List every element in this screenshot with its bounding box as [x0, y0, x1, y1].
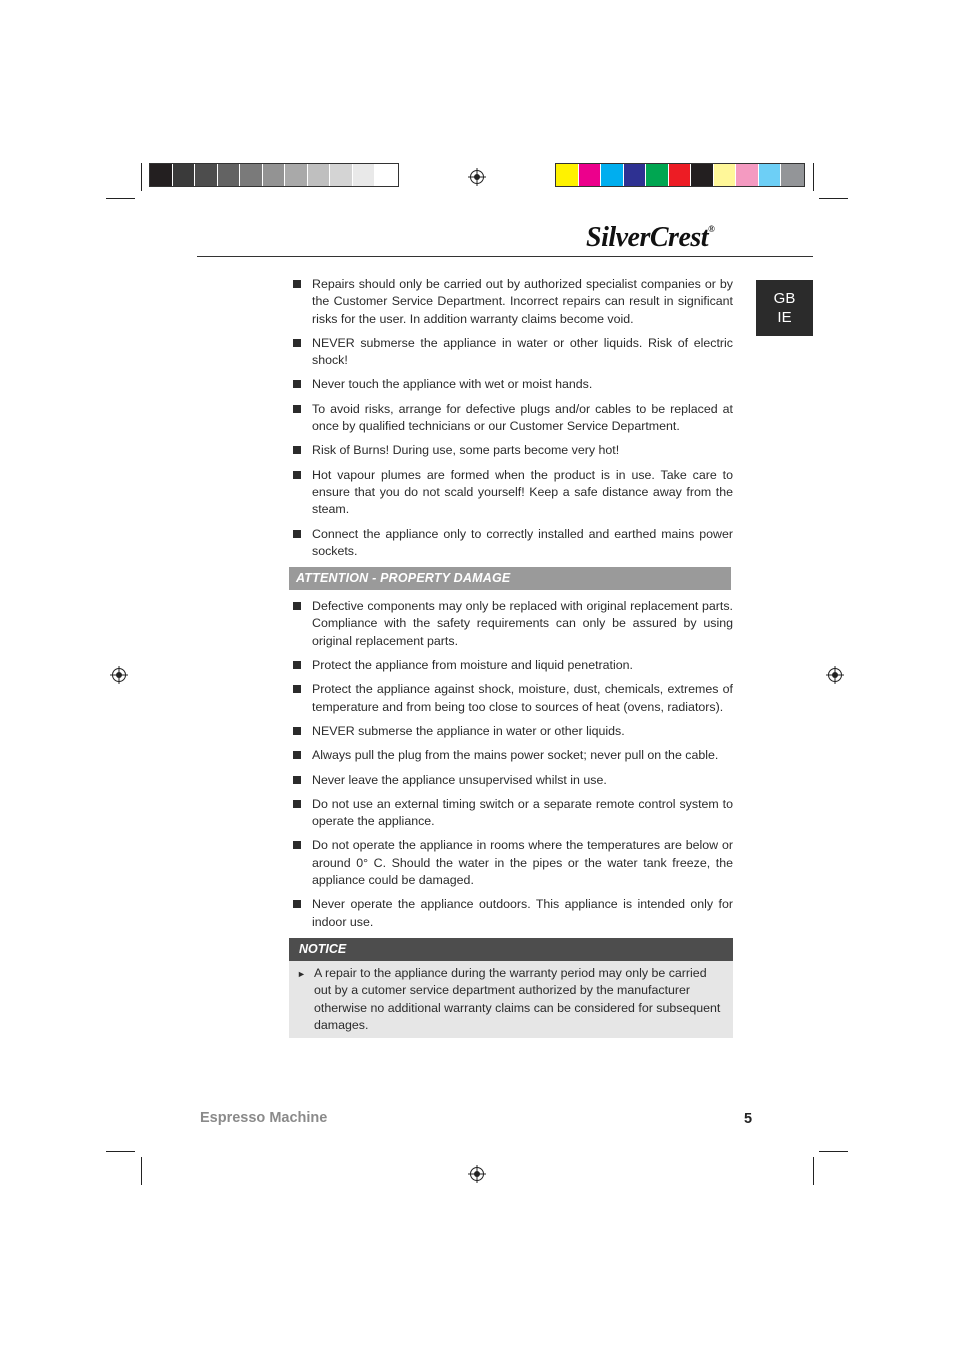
- list-item: [289, 335, 733, 370]
- attention-heading: ATTENTION - PROPERTY DAMAGE: [289, 567, 731, 590]
- list-item-text: Never operate the appliance outdoors. This appliance is intended only for indoor use.: [312, 897, 733, 929]
- color-swatch: [218, 164, 241, 186]
- brand-logo: SilverCrest®: [586, 222, 715, 253]
- list-item-text: Repairs should only be carried out by authorized specialist companies or by the Customer Service Department. Incorrect repairs can result in significant risks for the user. In addition warranty claims become void.: [312, 277, 733, 326]
- crop-mark: [106, 198, 135, 199]
- square-bullet-icon: [293, 685, 301, 693]
- list-item: [289, 467, 733, 519]
- color-swatch: [646, 164, 669, 186]
- notice-heading: NOTICE: [289, 938, 733, 961]
- list-item: [289, 896, 733, 931]
- color-swatch: [714, 164, 737, 186]
- list-item-text: Do not operate the appliance in rooms where the temperatures are below or around 0° C. Should the water in the pipes or the water tank freeze, the appliance could be damaged.: [312, 838, 733, 888]
- color-swatch: [285, 164, 308, 186]
- color-swatch: [150, 164, 173, 186]
- list-item: [289, 376, 733, 393]
- square-bullet-icon: [293, 405, 301, 413]
- crop-mark: [106, 1151, 135, 1152]
- square-bullet-icon: [293, 339, 301, 347]
- list-item-text: NEVER submerse the appliance in water or other liquids. Risk of electric shock!: [312, 335, 733, 368]
- color-swatch: [195, 164, 218, 186]
- list-item: [289, 657, 733, 674]
- list-item: [289, 837, 733, 889]
- list-item: [289, 598, 733, 650]
- square-bullet-icon: [293, 776, 301, 784]
- list-item: [289, 276, 733, 328]
- square-bullet-icon: [293, 841, 301, 849]
- color-swatch: [353, 164, 376, 186]
- list-item-text: Hot vapour plumes are formed when the product is in use. Take care to ensure that you do not scald yourself! Keep a safe distance away from the steam.: [312, 467, 733, 517]
- language-code-gb: GB: [773, 290, 796, 307]
- square-bullet-icon: [293, 900, 301, 908]
- color-swatch: [624, 164, 647, 186]
- square-bullet-icon: [293, 380, 301, 388]
- square-bullet-icon: [293, 727, 301, 735]
- notice-text: A repair to the appliance during the warranty period may only be carried out by a cutomer service department authorized by the manufacturer otherwise no additional warranty claims can be considered for subsequent damages.: [314, 965, 721, 1032]
- language-tab: [756, 280, 813, 336]
- list-item-text: Protect the appliance against shock, moisture, dust, chemicals, extremes of temperature and from being too close to sources of heat (ovens, radiators).: [312, 682, 733, 714]
- color-swatch: [601, 164, 624, 186]
- color-swatch: [691, 164, 714, 186]
- color-swatch: [375, 164, 398, 186]
- main-content: [289, 276, 733, 1038]
- color-swatch: [308, 164, 331, 186]
- square-bullet-icon: [293, 530, 301, 538]
- color-swatch: [736, 164, 759, 186]
- color-swatch: [759, 164, 782, 186]
- list-item-text: Protect the appliance from moisture and liquid penetration.: [312, 658, 633, 673]
- page-number: 5: [744, 1111, 753, 1127]
- crop-mark: [813, 163, 814, 191]
- crop-mark: [141, 1157, 142, 1185]
- language-code-ie: IE: [777, 309, 792, 326]
- list-item: [289, 747, 733, 764]
- list-item-text: Connect the appliance only to correctly installed and earthed mains power sockets.: [312, 526, 733, 558]
- list-item-text: NEVER submerse the appliance in water or other liquids.: [312, 723, 625, 738]
- footer-title: Espresso Machine: [200, 1110, 328, 1126]
- list-item-text: Risk of Burns! During use, some parts become very hot!: [312, 443, 620, 458]
- crop-mark: [819, 198, 848, 199]
- list-item-text: Never leave the appliance unsupervised whilst in use.: [312, 772, 607, 787]
- registration-mark-icon: [826, 666, 844, 684]
- color-swatch: [330, 164, 353, 186]
- notice-box: [289, 938, 733, 1038]
- registration-mark-icon: [468, 168, 486, 186]
- safety-list: [289, 276, 733, 560]
- list-item-text: Never touch the appliance with wet or moist hands.: [312, 377, 593, 392]
- attention-list: [289, 598, 733, 931]
- list-item-text: Defective components may only be replaced with original replacement parts. Compliance with the safety requirements can only be assured by using original replacement parts.: [312, 599, 733, 648]
- list-item-text: To avoid risks, arrange for defective plugs and/or cables to be replaced at once by qualified technicians or our Customer Service Department.: [312, 401, 733, 434]
- square-bullet-icon: [293, 800, 301, 808]
- list-item: [289, 442, 733, 459]
- color-swatch: [240, 164, 263, 186]
- color-swatch: [669, 164, 692, 186]
- crop-mark: [813, 1157, 814, 1185]
- notice-body: [289, 961, 733, 1038]
- list-item-text: Do not use an external timing switch or a separate remote control system to operate the appliance.: [312, 796, 733, 829]
- list-item: [289, 401, 733, 436]
- crop-mark: [819, 1151, 848, 1152]
- list-item: [289, 681, 733, 716]
- arrow-right-icon: ►: [297, 968, 306, 979]
- list-item: [289, 526, 733, 561]
- color-swatch: [173, 164, 196, 186]
- list-item-text: Always pull the plug from the mains power socket; never pull on the cable.: [312, 748, 719, 763]
- square-bullet-icon: [293, 446, 301, 454]
- color-swatch: [556, 164, 579, 186]
- registration-mark-icon: [468, 1165, 486, 1183]
- color-swatch: [263, 164, 286, 186]
- square-bullet-icon: [293, 751, 301, 759]
- crop-mark: [141, 163, 142, 191]
- header-rule: [197, 256, 813, 257]
- list-item: [289, 796, 733, 831]
- square-bullet-icon: [293, 602, 301, 610]
- square-bullet-icon: [293, 280, 301, 288]
- square-bullet-icon: [293, 471, 301, 479]
- color-calibration-bar: [555, 163, 805, 187]
- grayscale-calibration-bar: [149, 163, 399, 187]
- list-item: [289, 723, 733, 740]
- list-item: [289, 772, 733, 789]
- square-bullet-icon: [293, 661, 301, 669]
- color-swatch: [579, 164, 602, 186]
- color-swatch: [781, 164, 804, 186]
- registration-mark-icon: [110, 666, 128, 684]
